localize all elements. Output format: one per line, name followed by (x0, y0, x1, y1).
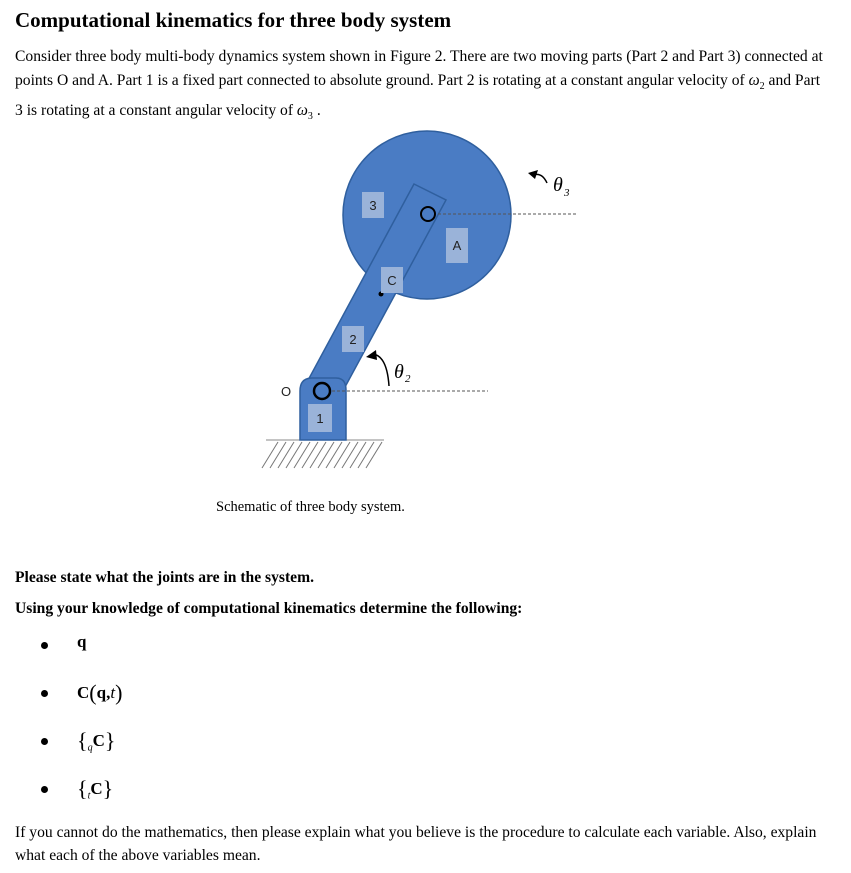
pin-O (314, 383, 330, 399)
question-joints: Please state what the joints are in the system. (15, 569, 314, 586)
list-item (35, 676, 335, 724)
omega2-subscript: 2 (759, 81, 765, 93)
intro-text-2: and Part 3 is rotating at a constant angular velocity of (15, 72, 821, 120)
bullet-dot (41, 786, 48, 793)
label-part3: 3 (369, 198, 377, 213)
close-paren: ) (115, 680, 123, 705)
intro-text-1: Consider three body multi-body dynamics system shown in Figure 2. There are two moving parts (Part 2 and Part 3) connected at points O and A. Part 1 is a fixed part connected to absolute ground. Part 2 is rotating at a constant angular velocity of (15, 48, 823, 89)
question-determine: Using your knowledge of computational kinematics determine the following: (15, 600, 523, 617)
list-item (35, 724, 335, 772)
pin-A (421, 207, 435, 221)
t-subscript: t (87, 790, 91, 802)
omega3-subscript: 3 (307, 111, 313, 123)
open-brace: { (77, 728, 88, 753)
theta2-arrowhead (366, 350, 377, 360)
variable-Ct (77, 776, 113, 802)
bullet-dot (41, 690, 48, 697)
theta3-arrowhead (528, 170, 538, 179)
figure-caption: Schematic of three body system. (216, 499, 405, 515)
bullet-dot (41, 642, 48, 649)
q-arg: q (96, 683, 107, 702)
C-symbol: C (90, 779, 103, 798)
list-item (35, 628, 335, 676)
theta2-symbol: θ (394, 361, 404, 383)
variable-q (77, 632, 86, 652)
label-O: O (280, 384, 292, 399)
list-item (35, 772, 335, 820)
label-part1: 1 (316, 411, 324, 426)
label-part2: 2 (349, 332, 357, 347)
open-paren: ( (89, 680, 97, 705)
q-symbol: q (77, 632, 87, 651)
open-brace: { (77, 776, 88, 801)
variable-C-q-t (77, 680, 122, 706)
omega2-symbol: ω (748, 72, 760, 89)
theta3-subscript: 3 (564, 187, 570, 199)
variable-Cq-jacobian (77, 728, 115, 754)
page-title: Computational kinematics for three body system (15, 8, 452, 32)
C-symbol: C (77, 683, 90, 702)
intro-paragraph (15, 45, 830, 129)
label-C: C (387, 273, 397, 288)
comma: , (106, 683, 111, 702)
variable-list (35, 628, 335, 820)
t-arg: t (110, 683, 116, 702)
bullet-dot (41, 738, 48, 745)
closing-instructions: If you cannot do the mathematics, then please explain what you believe is the procedure to calculate each variable. Also, explain what each of the above variables mean. (15, 824, 817, 864)
C-symbol: C (92, 731, 105, 750)
label-A: A (452, 238, 462, 253)
close-brace: } (104, 728, 116, 753)
theta2-subscript: 2 (405, 373, 411, 385)
close-brace: } (102, 776, 114, 801)
three-body-schematic (250, 128, 600, 488)
omega3-symbol: ω (296, 102, 308, 120)
theta3-symbol: θ (553, 174, 563, 196)
intro-text-3: . (312, 102, 321, 120)
q-subscript: q (87, 742, 93, 754)
ground-hatch (262, 440, 384, 468)
